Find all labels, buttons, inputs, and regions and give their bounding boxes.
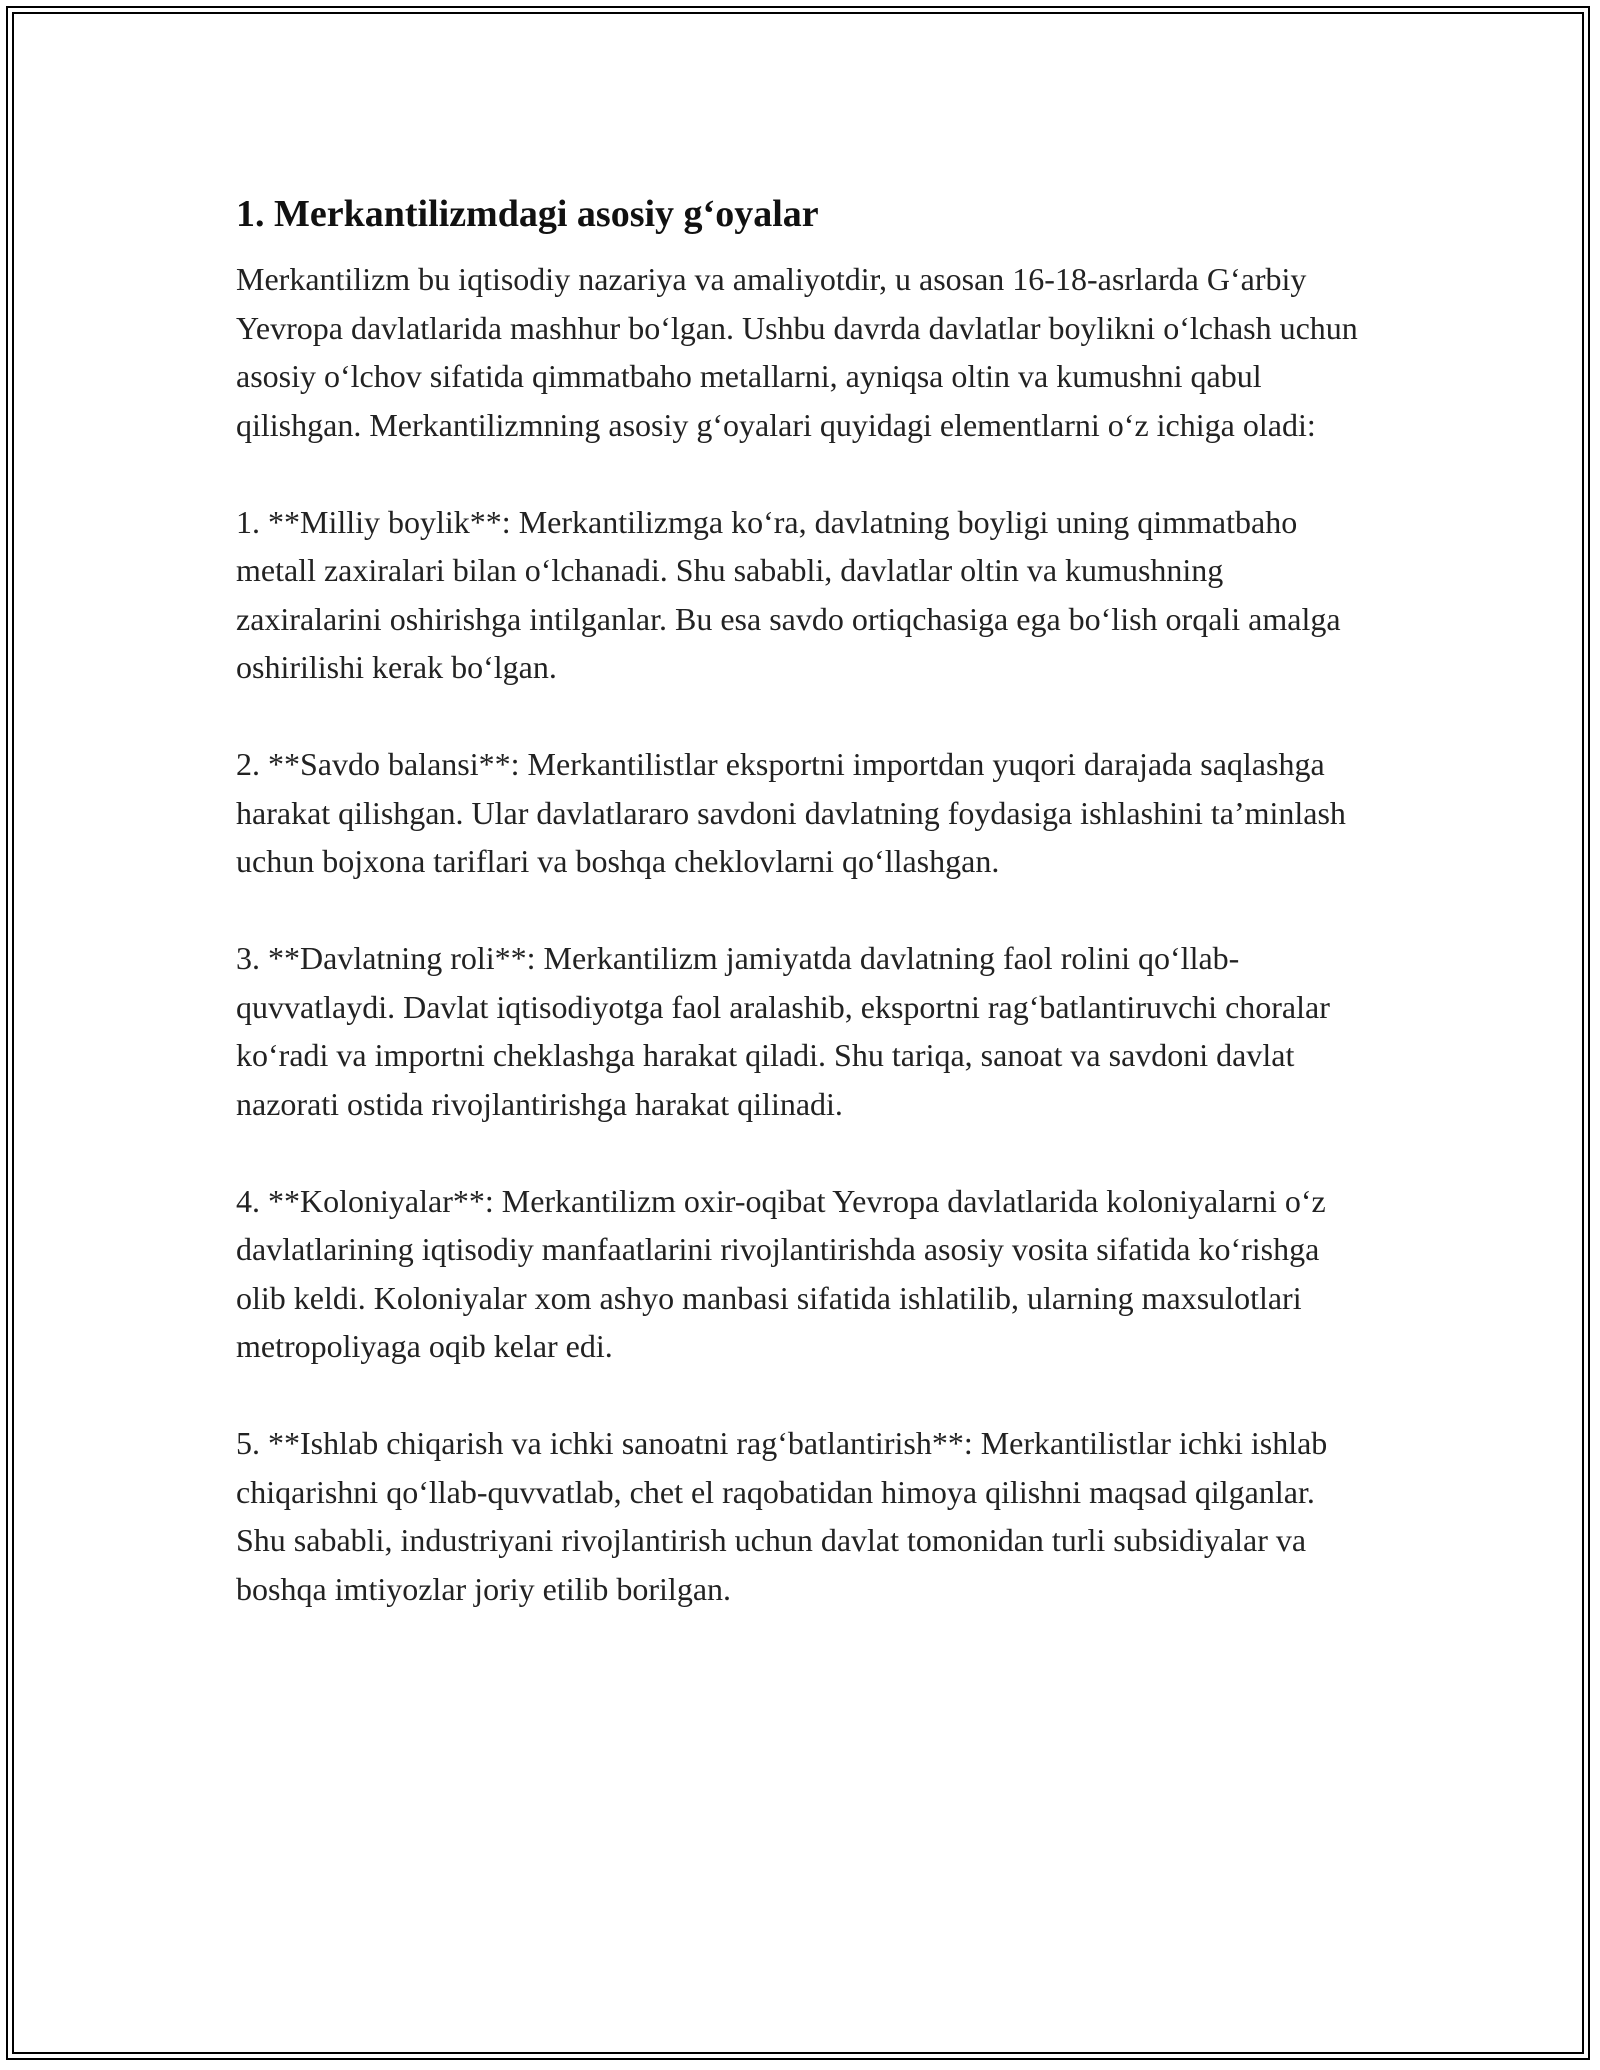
list-item-savdo-balansi: 2. **Savdo balansi**: Merkantilistlar eksportni importdan yuqori darajada saqlashga harakat qilishgan. Ular davlatlararo savdoni davlatning foydasiga ishlashini ta’minlash uchun bojxona tariflari va boshqa cheklovlarni qo‘llashgan. (236, 746, 1346, 879)
intro-paragraph: Merkantilizm bu iqtisodiy nazariya va amaliyotdir, u asosan 16-18-asrlarda G‘arbiy Yevropa davlatlarida mashhur bo‘lgan. Ushbu davrda davlatlar boylikni o‘lchash uchun asosiy o‘lchov sifatida qimmatbaho metallarni, ayniqsa oltin va kumushni qabul qilishgan. Merkantilizmning asosiy g‘oyalari quyidagi elementlarni o‘z ichiga oladi: (236, 261, 1358, 443)
list-item-davlatning-roli: 3. **Davlatning roli**: Merkantilizm jamiyatda davlatning faol rolini qo‘llab-quvvatlaydi. Davlat iqtisodiyotga faol aralashib, eksportni rag‘batlantiruvchi choralar ko‘radi va importni cheklashga harakat qiladi. Shu tariqa, sanoat va savdoni davlat nazorati ostida rivojlantirishga harakat qilinadi. (236, 940, 1330, 1122)
list-item-milliy-boylik: 1. **Milliy boylik**: Merkantilizmga ko‘ra, davlatning boyligi uning qimmatbaho metall zaxiralari bilan o‘lchanadi. Shu sababli, davlatlar oltin va kumushning zaxiralarini oshirishga intilganlar. Bu esa savdo ortiqchasiga ega bo‘lish orqali amalga oshirilishi kerak bo‘lgan. (236, 503, 1341, 685)
list-item-ishlab-chiqarish: 5. **Ishlab chiqarish va ichki sanoatni rag‘batlantirish**: Merkantilistlar ichki ishlab chiqarishni qo‘llab-quvvatlab, chet el raqobatidan himoya qilishni maqsad qilganlar. Shu sababli, industriyani rivojlantirish uchun davlat tomonidan turli subsidiyalar va boshqa imtiyozlar joriy etilib borilgan. (236, 1425, 1328, 1607)
list-item-koloniyalar: 4. **Koloniyalar**: Merkantilizm oxir-oqibat Yevropa davlatlarida koloniyalarni o‘z davlatlarining iqtisodiy manfaatlarini rivojlantirishda asosiy vosita sifatida ko‘rishga olib keldi. Koloniyalar xom ashyo manbasi sifatida ishlatilib, ularning maxsulotlari metropoliyaga oqib kelar edi. (236, 1182, 1326, 1364)
document-title: 1. Merkantilizmdagi asosiy g‘oyalar (236, 193, 819, 235)
document-body (236, 185, 1366, 1662)
